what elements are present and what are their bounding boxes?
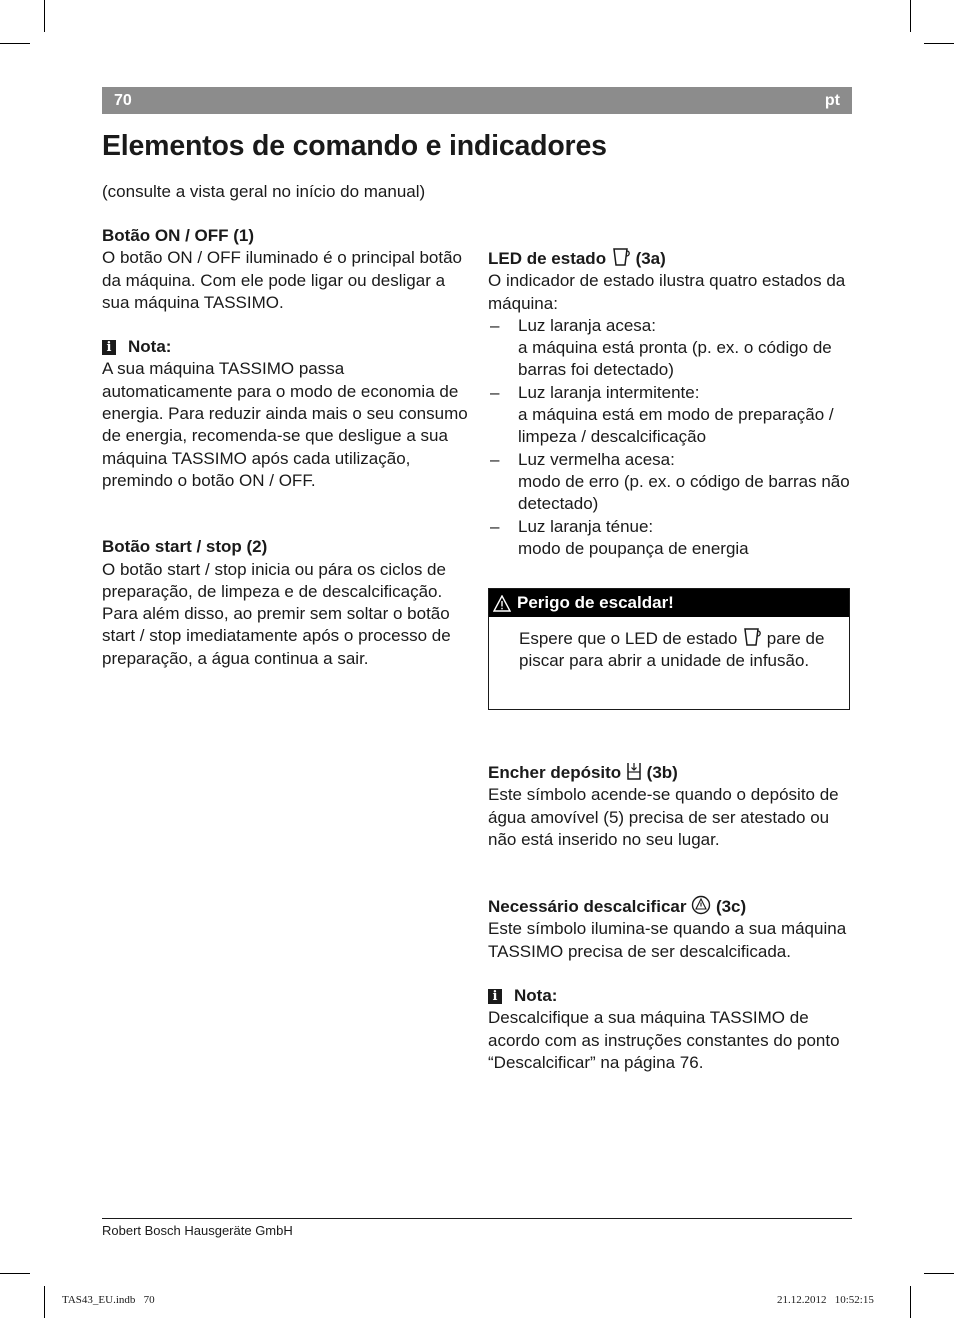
note-title: Nota: <box>514 986 558 1006</box>
warning-body <box>489 617 849 673</box>
fill-title-suffix: (3b) <box>646 763 678 782</box>
led-title <box>488 247 858 270</box>
descale-title <box>488 895 858 918</box>
descale-icon <box>691 895 711 915</box>
fill-title <box>488 761 858 784</box>
note-heading <box>488 985 858 1007</box>
warning-title: Perigo de escaldar! <box>517 593 674 612</box>
warning-header <box>489 589 849 617</box>
warning-text-prefix: Espere que o LED de estado <box>519 629 738 648</box>
on-off-title: Botão ON / OFF (1) <box>102 226 255 245</box>
footer-company: Robert Bosch Hausgeräte GmbH <box>102 1223 293 1238</box>
print-file-info <box>62 1294 155 1306</box>
start-stop-text-1: O botão start / stop inicia ou pára os ciclos de preparação, de limpeza e de descalcificação. <box>102 559 446 601</box>
list-item <box>488 516 858 561</box>
crop-mark <box>924 43 954 44</box>
list-item-detail: modo de erro (p. ex. o código de barras não detectado) <box>518 471 850 514</box>
crop-mark <box>924 1273 954 1274</box>
on-off-text: O botão ON / OFF iluminado é o principal botão da máquina. Com ele pode ligar ou desligar a sua máquina TASSIMO. <box>102 248 463 312</box>
descale-title-prefix: Necessário descalcificar <box>488 897 687 917</box>
led-title-prefix: LED de estado <box>488 249 607 268</box>
list-item-detail: modo de poupança de energia <box>518 538 749 558</box>
descale-text: Este símbolo ilumina-se quando a sua máquina TASSIMO precisa de ser descalcificada. <box>488 919 847 961</box>
list-item-label: – Luz laranja acesa: <box>518 315 656 335</box>
list-item <box>488 449 858 516</box>
crop-mark <box>910 1286 911 1318</box>
list-item-label: – Luz laranja ténue: <box>518 516 654 536</box>
crop-mark <box>910 0 911 32</box>
led-title-suffix: (3a) <box>635 249 666 268</box>
crop-mark <box>44 1286 45 1318</box>
print-date-info <box>777 1294 874 1306</box>
descale-title-suffix: (3c) <box>715 897 747 917</box>
right-column-led <box>488 247 858 560</box>
page-number: 70 <box>114 92 132 109</box>
note-text: A sua máquina TASSIMO passa automaticamente para o modo de economia de energia. Para reduzir ainda mais o seu consumo de energia, recomenda-se que desligue a sua máquina TASSIMO após cada utilização, premindo o botão ON / OFF. <box>102 359 468 490</box>
start-stop-title: Botão start / stop (2) <box>102 537 268 557</box>
list-item-label: – Luz laranja intermitente: <box>518 382 700 402</box>
list-item-detail: a máquina está pronta (p. ex. o código de barras foi detectado) <box>518 338 832 380</box>
water-tank-icon <box>626 761 642 781</box>
page-title: Elementos de comando e indicadores <box>102 130 607 162</box>
led-intro: O indicador de estado ilustra quatro estados da máquina: <box>488 271 846 313</box>
print-date: 21.12.2012 10:52:15 <box>777 1294 874 1306</box>
list-item <box>488 315 858 382</box>
fill-text: Este símbolo acende-se quando o depósito de água amovível (5) precisa de ser atestado ou não está inserido no seu lugar. <box>488 785 839 849</box>
led-states-list <box>488 315 858 560</box>
right-column-lower <box>488 761 858 1074</box>
cup-icon <box>611 247 631 267</box>
crop-mark <box>0 43 30 44</box>
warning-text-suffix: pare de piscar para abrir a unidade de infusão. <box>519 629 825 671</box>
fill-title-prefix: Encher depósito <box>488 763 622 782</box>
footer-divider <box>102 1218 852 1219</box>
list-item-label: – Luz vermelha acesa: <box>518 449 675 469</box>
cup-icon <box>742 627 762 647</box>
note-text: Descalcifique a sua máquina TASSIMO de acordo com as instruções constantes do ponto “Descalcificar” na página 76. <box>488 1008 840 1072</box>
list-item-detail: a máquina está em modo de preparação / limpeza / descalcificação <box>518 405 834 447</box>
warning-box <box>488 588 850 710</box>
list-item <box>488 382 858 449</box>
start-stop-text-2: Para além disso, ao premir sem soltar o botão start / stop imediatamente após o processo de preparação, a água continua a sair. <box>102 604 451 668</box>
note-title: Nota: <box>128 337 172 357</box>
print-file: TAS43_EU.indb 70 <box>62 1294 155 1306</box>
crop-mark <box>44 0 45 32</box>
info-icon: i <box>102 340 116 355</box>
note-heading <box>102 336 472 358</box>
page-subtitle: (consulte a vista geral no início do manual) <box>102 182 426 201</box>
left-column <box>102 225 472 670</box>
info-icon: i <box>488 989 502 1004</box>
crop-mark <box>0 1273 30 1274</box>
language-code: pt <box>824 92 840 109</box>
warning-triangle-icon <box>493 595 511 612</box>
page-header-bar <box>102 87 852 114</box>
